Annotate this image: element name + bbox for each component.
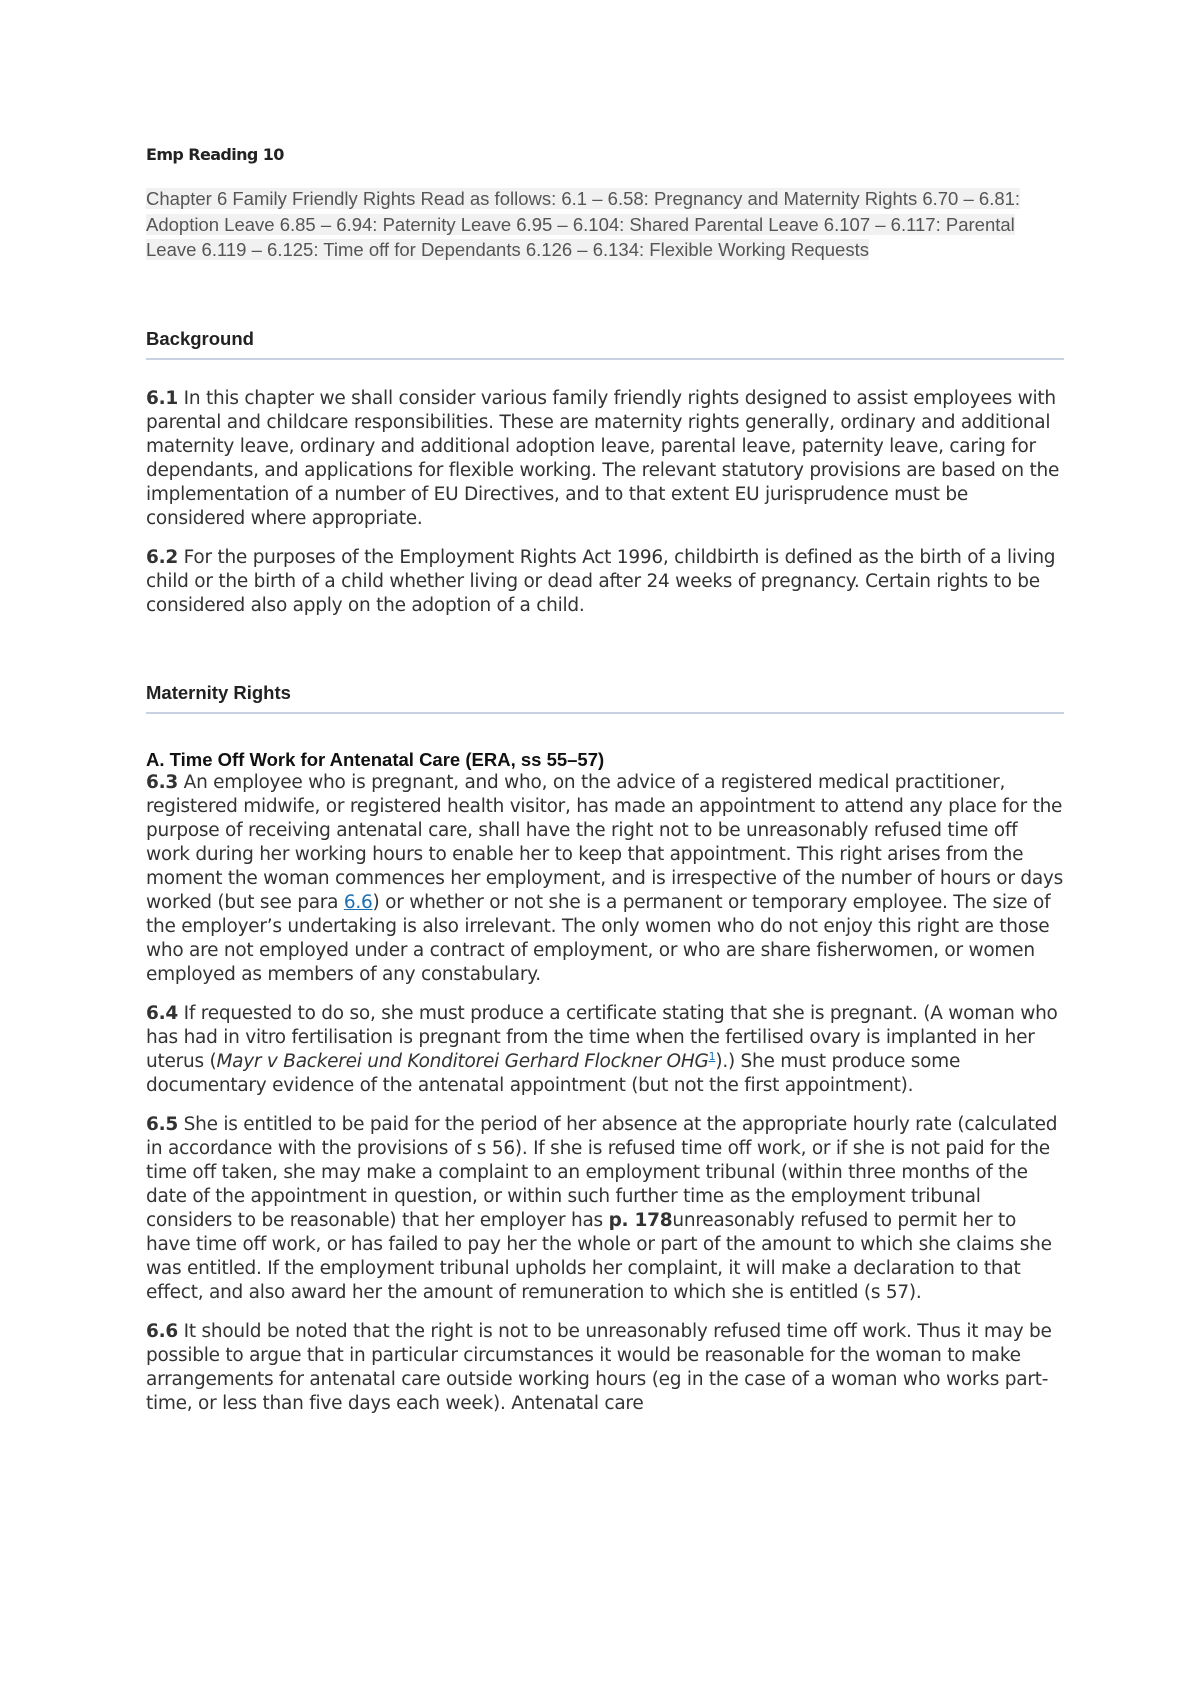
paragraph-6-4 [146, 1002, 1064, 1098]
paragraph-6-5 [146, 1113, 1064, 1305]
paragraph-6-1 [146, 387, 1064, 531]
paragraph-6-3 [146, 771, 1064, 987]
paragraph-text-continued: ) or whether or not she is a permanent or temporary employee. The size of the employer’s undertaking is also irrelevant. The only women who do not enjoy this right are those who are not employed under a contract of employment, or who are share fisherwomen, or women employed as members of any constabulary. [146, 892, 1051, 985]
paragraph-text: In this chapter we shall consider various family friendly rights designed to assist employees with parental and childcare responsibilities. These are maternity rights generally, ordinary and additional maternity leave, ordinary and additional adoption leave, parental leave, paternity leave, caring for dependants, and applications for flexible working. The relevant statutory provisions are based on the implementation of a number of EU Directives, and to that extent EU jurisprudence must be considered where appropriate. [146, 388, 1060, 529]
reading-list-intro [146, 186, 1064, 263]
paragraph-number: 6.5 [146, 1114, 179, 1135]
paragraph-text: If requested to do so, she must produce a certificate stating that she is pregnant. (A woman who has had in vitro fertilisation is pregnant from the time when the fertilised ovary is implanted in her uterus ( [146, 1003, 1058, 1072]
document-title: Emp Reading 10 [146, 145, 284, 164]
cross-reference-link[interactable]: 6.6 [343, 892, 373, 913]
paragraph-text: She is entitled to be paid for the period of her absence at the appropriate hourly rate (calculated in accordance with the provisions of s 56). If she is refused time off work, or if she is not paid for the time off taken, she may make a complaint to an employment tribunal (within three months of the date of the appointment in question, or within such further time as the employment tribunal considers to be reasonable) that her employer has [146, 1114, 1058, 1231]
subheading-antenatal-care: A. Time Off Work for Antenatal Care (ERA, ss 55–57) [146, 749, 605, 770]
paragraph-6-6 [146, 1320, 1064, 1416]
paragraph-number: 6.1 [146, 388, 179, 409]
paragraph-text: An employee who is pregnant, and who, on the advice of a registered medical practitioner, registered midwife, or registered health visitor, has made an appointment to attend any place for the purpose of receiving antenatal care, shall have the right not to be unreasonably refused time off work during her working hours to enable her to keep that appointment. This right arises from the moment the woman commences her employment, and is irrespective of the number of hours or days worked (but see para [146, 772, 1064, 913]
footnote-link[interactable]: 1 [708, 1049, 716, 1063]
page-marker: p. 178 [608, 1210, 673, 1231]
paragraph-number: 6.2 [146, 547, 179, 568]
maternity-paragraphs [146, 749, 1064, 1431]
case-citation: Mayr v Backerei und Konditorei Gerhard Flockner OHG [216, 1051, 709, 1072]
paragraph-number: 6.3 [146, 772, 179, 793]
section-heading-background: Background [146, 328, 1064, 360]
paragraph-number: 6.6 [146, 1321, 179, 1342]
paragraph-text: It should be noted that the right is not to be unreasonably refused time off work. Thus it may be possible to argue that in particular circumstances it would be reasonable for the woman to make arrangements for antenatal care outside working hours (eg in the case of a woman who works part-time, or less than five days each week). Antenatal care [146, 1321, 1052, 1414]
paragraph-6-2 [146, 546, 1064, 618]
background-paragraphs [146, 387, 1064, 633]
paragraph-text: For the purposes of the Employment Rights Act 1996, childbirth is defined as the birth of a living child or the birth of a child whether living or dead after 24 weeks of pregnancy. Certain rights to be considered also apply on the adoption of a child. [146, 547, 1056, 616]
reading-list-text: Chapter 6 Family Friendly Rights Read as follows: 6.1 – 6.58: Pregnancy and Maternity Rights 6.70 – 6.81: Adoption Leave 6.85 – 6.94: Paternity Leave 6.95 – 6.104: Shared Parental Leave 6.107 – 6.117: Parental Leave 6.119 – 6.125: Time off for Dependants 6.126 – 6.134: Flexible Working Requests [146, 188, 1021, 260]
paragraph-text-continued: unreasonably refused to permit her to have time off work, or has failed to pay her the whole or part of the amount to which she claims she was entitled. If the employment tribunal upholds her complaint, it will make a declaration to that effect, and also award her the amount of remuneration to which she is entitled (s 57). [146, 1210, 1052, 1303]
section-heading-maternity-rights: Maternity Rights [146, 682, 1064, 714]
paragraph-number: 6.4 [146, 1003, 179, 1024]
paragraph-text-continued: ).) She must produce some documentary evidence of the antenatal appointment (but not the first appointment). [146, 1051, 961, 1096]
